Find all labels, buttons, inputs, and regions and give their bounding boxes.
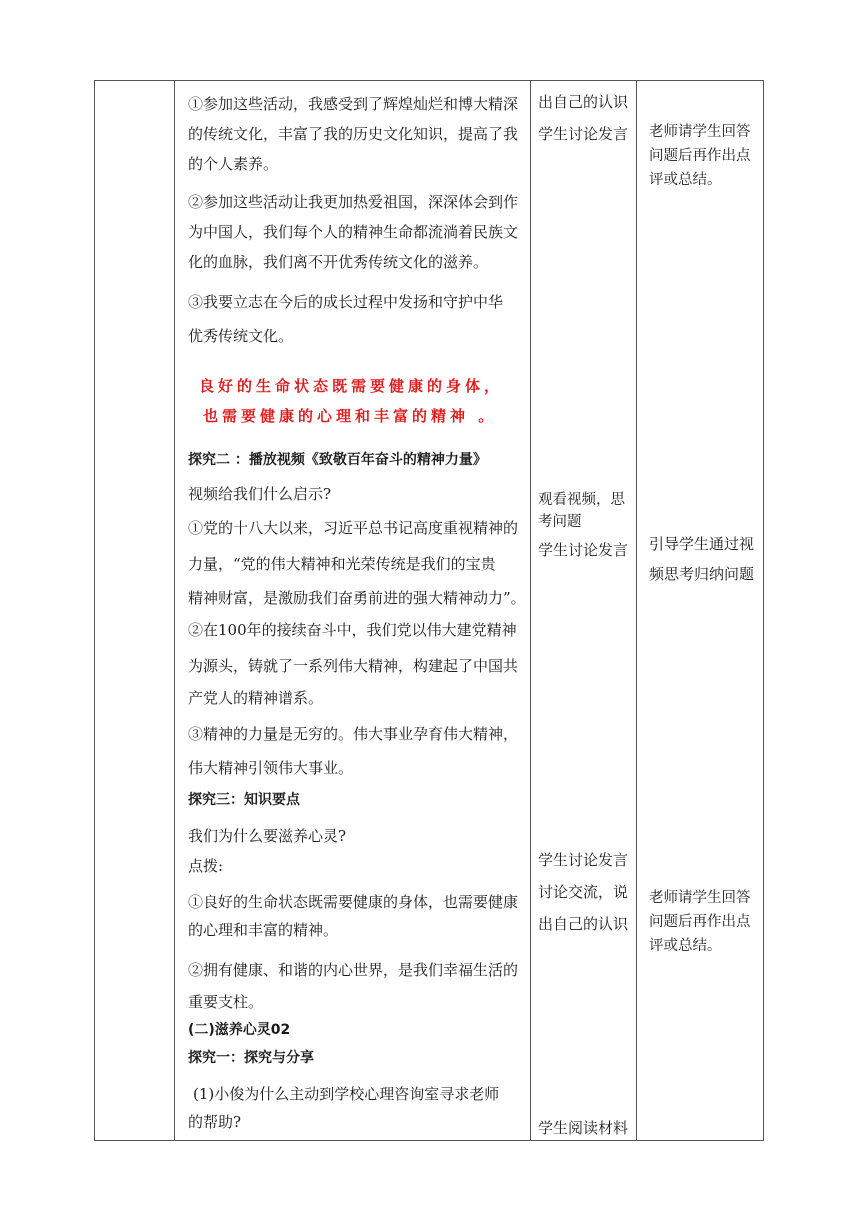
- paragraph-line: 的传统文化，丰富了我的历史文化知识，提高了我: [188, 125, 519, 143]
- paragraph-line: ②拥有健康、和谐的内心世界，是我们幸福生活的: [188, 961, 519, 979]
- paragraph-line: 优秀传统文化。: [188, 327, 294, 345]
- teacher-column: [637, 81, 765, 1140]
- student-column: [531, 81, 636, 1140]
- paragraph-line: ①良好的生命状态既需要健康的身体，也需要健康: [188, 893, 519, 911]
- highlight-statement: 也需要健康的心理和丰富的精神 。: [203, 407, 498, 425]
- paragraph-line: 为源头，铸就了一系列伟大精神，构建起了中国共: [188, 657, 519, 675]
- student-activity: 出自己的认识: [538, 915, 629, 933]
- paragraph-line: 力量，“党的伟大精神和光荣传统是我们的宝贵: [188, 555, 496, 573]
- question-line: (1)小俊为什么主动到学校心理咨询室寻求老师: [193, 1085, 500, 1103]
- highlight-statement: 良好的生命状态既需要健康的身体，: [199, 377, 504, 395]
- question-line: 我们为什么要滋养心灵?: [188, 827, 347, 845]
- student-activity: 讨论交流，说: [538, 883, 629, 901]
- paragraph-line: ③我要立志在今后的成长过程中发扬和守护中华: [188, 293, 504, 311]
- student-activity: 考问题: [538, 514, 582, 530]
- paragraph-line: 为中国人，我们每个人的精神生命都流淌着民族文: [188, 223, 519, 241]
- content-column: [175, 81, 530, 1140]
- paragraph-line: 的个人素养。: [188, 155, 279, 173]
- question-line: 的帮助?: [188, 1113, 242, 1131]
- paragraph-line: ①参加这些活动，我感受到了辉煌灿烂和博大精深: [188, 95, 519, 113]
- teacher-activity: 评或总结。: [649, 938, 722, 954]
- paragraph-line: ②在100年的接续奋斗中，我们党以伟大建党精神: [188, 621, 517, 639]
- teacher-activity: 老师请学生回答: [649, 124, 751, 140]
- paragraph-line: 精神财富，是激励我们奋勇前进的强大精神动力”。: [188, 589, 526, 607]
- paragraph-line: ②参加这些活动让我更加热爱祖国，深深体会到作: [188, 193, 519, 211]
- student-activity: 观看视频，思: [538, 492, 625, 508]
- teacher-activity: 问题后再作出点: [649, 148, 751, 164]
- paragraph-line: 的心理和丰富的精神。: [188, 921, 339, 939]
- section-heading: (二)滋养心灵02: [188, 1022, 291, 1038]
- paragraph-line: 伟大精神引领伟大事业。: [188, 759, 354, 777]
- paragraph-line: 化的血脉，我们离不开优秀传统文化的滋养。: [188, 253, 489, 271]
- teacher-activity: 评或总结。: [649, 172, 722, 188]
- section-heading: 探究二 ：播放视频《致敬百年奋斗的精神力量》: [188, 452, 487, 468]
- section-heading: 探究一：探究与分享: [188, 1050, 314, 1066]
- question-line: 视频给我们什么启示?: [188, 485, 332, 503]
- student-activity: 学生讨论发言: [538, 541, 629, 559]
- hint-label: 点拨:: [188, 857, 224, 875]
- paragraph-line: 重要支柱。: [188, 993, 264, 1011]
- teacher-activity: 频思考归纳问题: [649, 565, 755, 583]
- paragraph-line: ①党的十八大以来，习近平总书记高度重视精神的: [188, 519, 519, 537]
- paragraph-line: ③精神的力量是无穷的。伟大事业孕育伟大精神，: [188, 725, 519, 743]
- paragraph-line: 产党人的精神谱系。: [188, 689, 324, 707]
- student-activity: 出自己的认识: [538, 93, 629, 111]
- student-activity: 学生讨论发言: [538, 851, 629, 869]
- section-heading: 探究三：知识要点: [188, 792, 300, 808]
- teacher-activity: 引导学生通过视: [649, 535, 755, 553]
- section-column: [95, 81, 174, 1140]
- teacher-activity: 老师请学生回答: [649, 890, 751, 906]
- student-activity: 学生阅读材料: [538, 1119, 629, 1137]
- teacher-activity: 问题后再作出点: [649, 914, 751, 930]
- lesson-table: [94, 80, 764, 1141]
- student-activity: 学生讨论发言: [538, 125, 629, 143]
